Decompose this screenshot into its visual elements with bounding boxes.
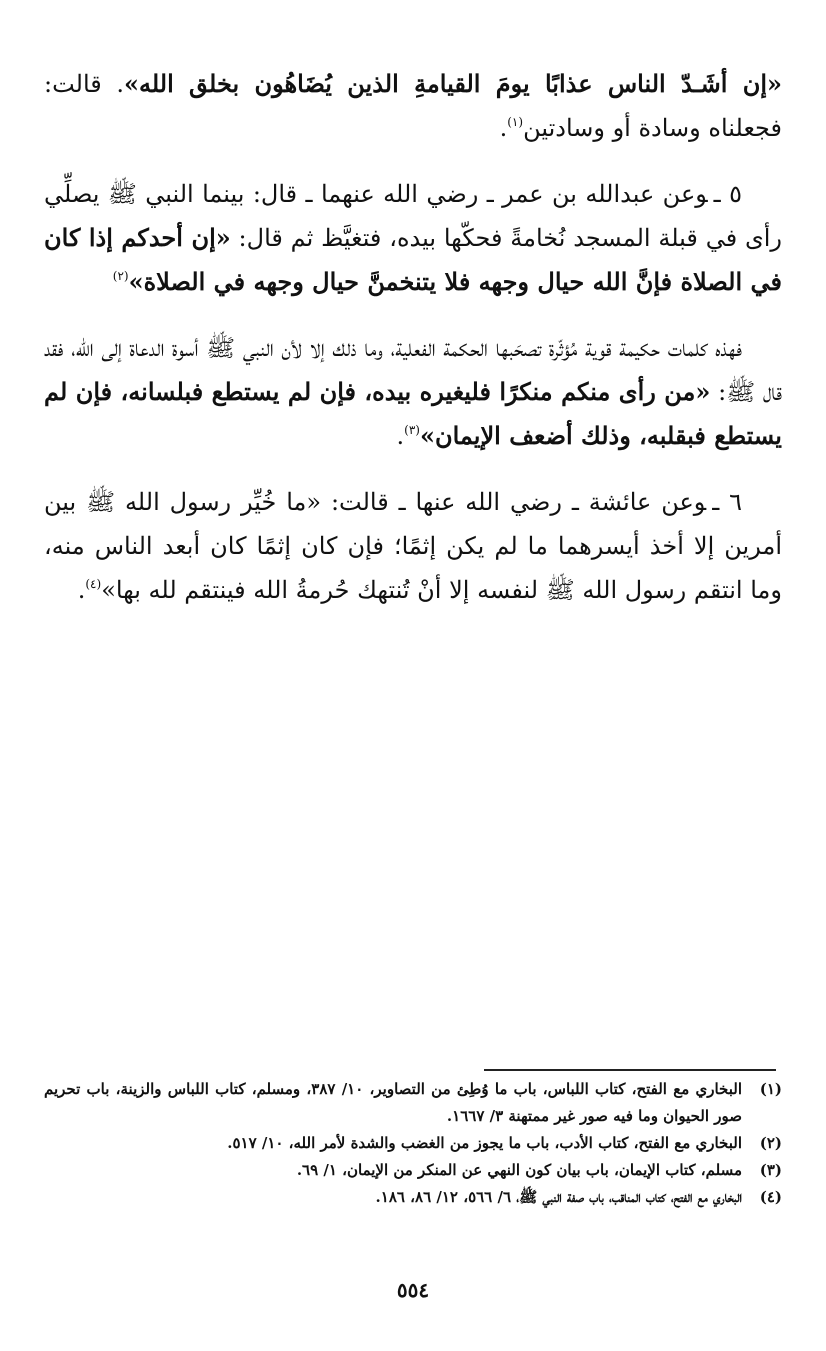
paragraph-hadith-6 xyxy=(44,480,782,612)
main-text xyxy=(44,62,782,634)
page-number: ٥٥٤ xyxy=(396,1278,430,1302)
footnote-ref-2[interactable]: (٢) xyxy=(112,269,129,283)
footnote-item xyxy=(44,1130,782,1157)
paragraph-text: وعن عائشة ـ رضي الله عنها ـ قالت: «ما خُيِّر رسول الله ﷺ بين أمرين إلا أخذ أيسرهما ما لم يكن إثمًا؛ فإن كان إثمًا كان أبعد الناس منه، وما انتقم رسول الله ﷺ لنفسه إلا أنْ تُنتهك حُرمةُ الله فينتقم لله بها» xyxy=(44,488,782,604)
footnote-text: البخاري مع الفتح، كتاب الأدب، باب ما يجوز من الغضب والشدة لأمر الله، ١٠/ ٥١٧. xyxy=(227,1134,742,1152)
hadith-quote: «إن أشَـدّ الناس عذابًا يومَ القيامةِ الذين يُضَاهُون بخلق الله» xyxy=(123,69,782,98)
paragraph-end: . xyxy=(499,114,508,142)
footnote-item xyxy=(44,1157,782,1184)
footnotes xyxy=(44,1076,782,1211)
footnote-text: البخاري مع الفتح، كتاب اللباس، باب ما وُطِئ من التصاوير، ١٠/ ٣٨٧، ومسلم، كتاب اللباس والزينة، باب تحريم صور الحيوان وما فيه صور غير ممتهنة ٣/ ١٦٦٧. xyxy=(44,1080,742,1125)
footnote-item xyxy=(44,1184,782,1211)
paragraph-text: وعن عبدالله بن عمر ـ رضي الله عنهما ـ قال: بينما النبي ﷺ يصلِّي رأى في قبلة المسجد نُخامةً فحكّها بيده، فتغيَّظ ثم قال: xyxy=(44,180,783,252)
footnote-text: مسلم، كتاب الإيمان، باب بيان كون النهي عن المنكر من الإيمان، ١/ ٦٩. xyxy=(296,1161,742,1179)
footnote-number: (٤) xyxy=(759,1188,782,1206)
paragraph-hadith-4-end xyxy=(44,62,782,150)
paragraph-hadith-5 xyxy=(44,172,782,304)
footnote-ref-3[interactable]: (٣) xyxy=(404,423,420,437)
footnote-number: (٣) xyxy=(759,1161,782,1179)
hadith-quote: «من رأى منكم منكرًا فليغيره بيده، فإن لم يستطع فبلسانه، فإن لم يستطع فبقلبه، وذلك أضعف الإيمان» xyxy=(44,377,782,450)
hadith-quote: «إن أحدكم إذا كان في الصلاة فإنَّ الله حيال وجهه فلا يتنخمنَّ حيال وجهه في الصلاة» xyxy=(44,223,782,296)
footnote-separator xyxy=(484,1069,776,1071)
paragraph-end: . xyxy=(77,576,86,604)
footnote-number: (٢) xyxy=(759,1134,782,1152)
footnote-ref-4[interactable]: (٤) xyxy=(85,577,102,591)
paragraph-commentary xyxy=(44,326,782,458)
paragraph-end: . xyxy=(396,422,405,450)
footnote-text: البخاري مع الفتح، كتاب المناقب، باب صفة النبي ﷺ، ٦/ ٥٦٦، ١٢/ ٨٦، ١٨٦. xyxy=(375,1188,742,1206)
hadith-number: ٥ ـ xyxy=(713,180,742,208)
paragraph-text: فهذه كلمات حكيمة قوية مُؤثّرة تصحَبها الحكمة الفعلية، وما ذلك إلا لأن النبي ﷺ أسوة الدعاة إلى الله، فقد قال ﷺ: xyxy=(44,334,782,406)
footnote-item xyxy=(44,1076,782,1130)
paragraph-text: . قالت: فجعلناه وسادة أو وسادتين xyxy=(44,70,782,142)
footnote-number: (١) xyxy=(759,1080,782,1098)
hadith-number: ٦ ـ xyxy=(712,488,743,516)
footnote-ref-1[interactable]: (١) xyxy=(507,115,524,129)
